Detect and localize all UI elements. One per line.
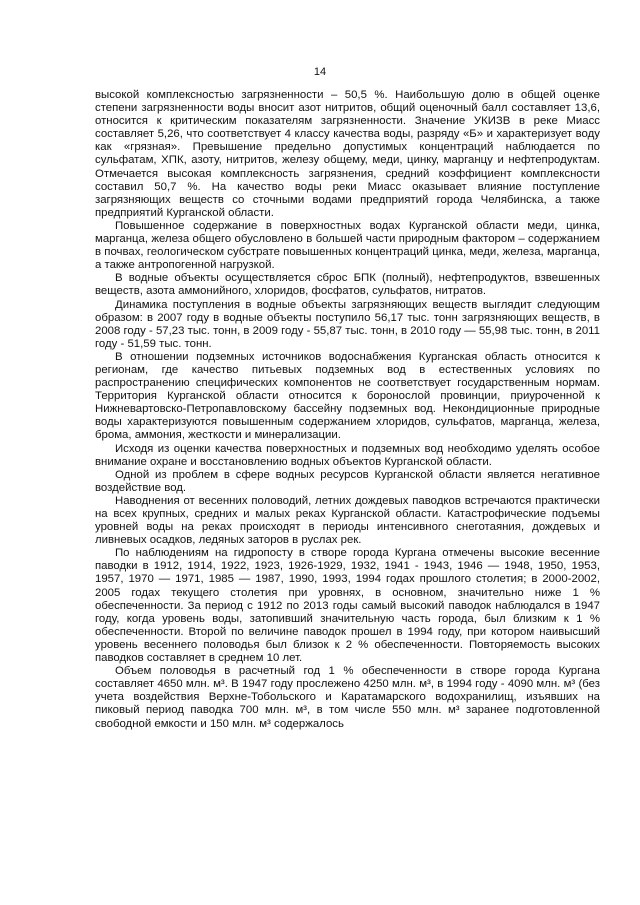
paragraph: Объем половодья в расчетный год 1 % обеспеченности в створе города Кургана составляет 4650 млн. м³. В 1947 году прослежено 4250 млн. м³, в 1994 году - 4090 млн. м³ (без учета воздействия Верхне-Тобольского и Каратамарского водохранилищ, изъявших на пиковый период паводка 700 млн. м³, в том числе 550 млн. м³ заранее подготовленной свободной емкости и 150 млн. м³ содержалось (95, 665, 600, 730)
paragraph: Наводнения от весенних половодий, летних дождевых паводков встречаются практически на всех крупных, средних и малых реках Курганской области. Катастрофические подъемы уровней воды на реках происходят в периоды интенсивного снеготаяния, дождевых и ливневых осадков, ледяных заторов в руслах рек. (95, 494, 600, 547)
paragraph: Одной из проблем в сфере водных ресурсов Курганской области является негативное воздействие вод. (95, 468, 600, 494)
paragraph: В отношении подземных источников водоснабжения Курганская область относится к регионам, где качество питьевых подземных вод в естественных условиях по распространению специфических компонентов не соответствует государственным нормам. Территория Курганской области относится к боронослой провинции, приуроченной к Нижневартовско-Петропавловскому бассейну подземных вод. Некондиционные природные воды характеризуются повышенным содержанием хлоридов, сульфатов, марганца, железа, брома, аммония, жесткости и минерализации. (95, 350, 600, 442)
paragraph: По наблюдениям на гидропосту в створе города Кургана отмечены высокие весенние паводки в 1912, 1914, 1922, 1923, 1926-1929, 1932, 1941 - 1943, 1946 — 1948, 1950, 1953, 1957, 1970 — 1971, 1985 — 1987, 1990, 1993, 1994 годах прошлого столетия; в 2000-2002, 2005 годах текущего столетия при уровнях, в основном, значительно ниже 1 % обеспеченности. За период с 1912 по 2013 годы самый высокий паводок наблюдался в 1947 году, когда уровень воды, затопивший значительную часть города, был близким к 1 % обеспеченности. Второй по величине паводок прошел в 1994 году, при котором наивысший уровень весеннего половодья был близок к 2 % обеспеченности. Повторяемость высоких паводков составляет в среднем 10 лет. (95, 547, 600, 665)
paragraph: высокой комплексностью загрязненности – 50,5 %. Наибольшую долю в общей оценке степени загрязненности воды вносит азот нитритов, общий оценочный балл составляет 13,6, относится к критическим показателям загрязненности. Значение УКИЗВ в реке Миасс составляет 5,26, что соответствует 4 классу качества воды, разряду «Б» и характеризует воду как «грязная». Превышение предельно допустимых концентраций наблюдается по сульфатам, ХПК, азоту, нитритов, железу общему, меди, цинку, марганцу и нефтепродуктам. Отмечается высокая комплексность загрязнения, средний коэффициент комплексности составил 50,7 %. На качество воды реки Миасс оказывает влияние поступление загрязняющих веществ со сточными водами предприятий города Челябинска, а также предприятий Курганской области. (95, 89, 600, 219)
paragraph: Повышенное содержание в поверхностных водах Курганской области меди, цинка, марганца, железа общего обусловлено в большей части природным фактором – содержанием в почвах, геологическом субстрате повышенных концентраций цинка, меди, железа, марганца, а также антропогенной нагрузкой. (95, 219, 600, 272)
paragraph: Исходя из оценки качества поверхностных и подземных вод необходимо уделять особое внимание охране и восстановлению водных объектов Курганской области. (95, 442, 600, 468)
paragraph: Динамика поступления в водные объекты загрязняющих веществ выглядит следующим образом: в 2007 году в водные объекты поступило 56,17 тыс. тонн загрязняющих веществ, в 2008 году - 57,23 тыс. тонн, в 2009 году - 55,87 тыс. тонн, в 2010 году — 55,98 тыс. тонн, в 2011 году - 51,59 тыс. тонн. (95, 298, 600, 350)
paragraph: В водные объекты осуществляется сброс БПК (полный), нефтепродуктов, взвешенных веществ, азота аммонийного, хлоридов, фосфатов, сульфатов, нитратов. (95, 272, 600, 298)
document-body (95, 89, 600, 731)
page-number: 14 (313, 66, 327, 78)
